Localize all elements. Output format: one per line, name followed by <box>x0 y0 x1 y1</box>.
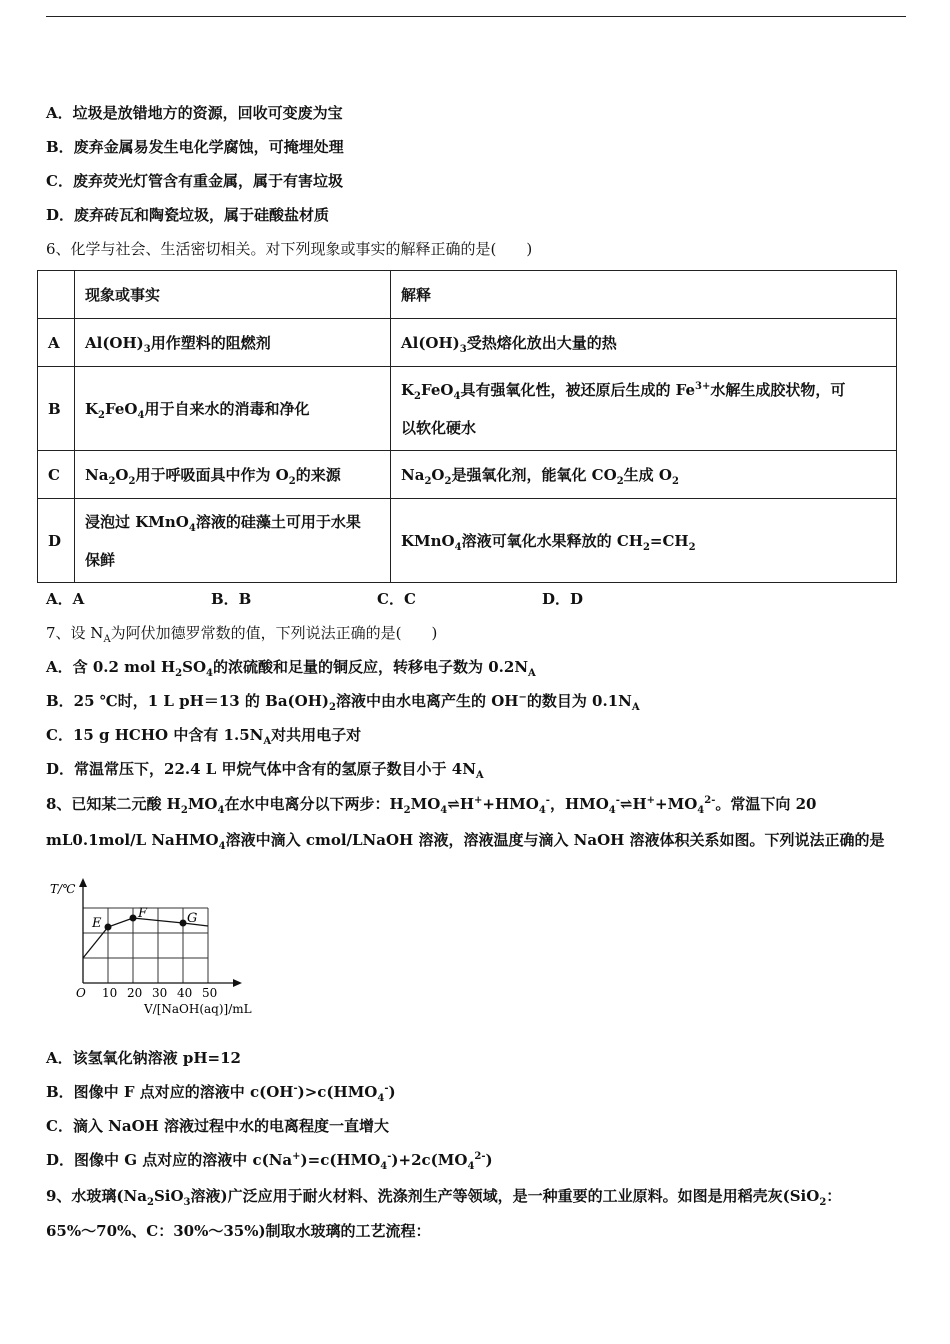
origin-label: O <box>76 986 86 1000</box>
table-row <box>38 367 897 451</box>
x-axis-label: V/[NaOH(aq)]/mL <box>144 1002 252 1016</box>
q5-option-b: B．废弃金属易发生电化学腐蚀，可掩埋处理 <box>46 138 344 156</box>
q9-stem-line2: 65%～70%、C：30%～35%)制取水玻璃的工艺流程： <box>46 1222 431 1240</box>
q6-stem: 6、化学与社会、生活密切相关。对下列现象或事实的解释正确的是( ) <box>46 240 533 258</box>
x-tick-label: 10 <box>102 986 118 1000</box>
row-fact: 浸泡过 KMnO$_4$溶液的硅藻土可用于水果 保鲜 <box>75 499 391 583</box>
q8-stem-line1: 8、已知某二元酸 $H_2MO_4$在水中电离分以下两步：$H_2MO_4\rightleftharpoons H^++HMO_4^-$，$HMO_4^-\rightleftharpoons H^++MO_4^{2-}$。常温下向 20 <box>46 795 817 816</box>
q7-option-a: A．含 0.2 mol $H_2SO_4$的浓硫酸和足量的铜反应，转移电子数为 $0.2N_A$ <box>46 658 536 679</box>
x-tick-label: 40 <box>177 986 193 1000</box>
x-axis-arrow-icon <box>233 979 242 987</box>
table-header-fact: 现象或事实 <box>75 271 391 319</box>
q5-option-d: D．废弃砖瓦和陶瓷垃圾，属于硅酸盐材质 <box>46 206 330 224</box>
q6-option-c: C．C <box>377 590 416 608</box>
q6-option-a: A．A <box>46 590 85 608</box>
row-explanation: $Na_2O_2$是强氧化剂，能氧化 $CO_2$生成 $O_2$ <box>391 451 897 499</box>
x-tick-label: 50 <box>202 986 218 1000</box>
q6-table <box>37 270 897 583</box>
table-row <box>38 319 897 367</box>
row-label: D <box>38 499 75 583</box>
q8-option-b: B．图像中 F 点对应的溶液中 $c(OH^-)>c(HMO_4^-)$ <box>46 1083 396 1104</box>
table-header-explanation: 解释 <box>391 271 897 319</box>
row-fact: $Na_2O_2$用于呼吸面具中作为 $O_2$的来源 <box>75 451 391 499</box>
q8-option-c: C．滴入 NaOH 溶液过程中水的电离程度一直增大 <box>46 1117 390 1135</box>
row-fact: $Al(OH)_3$用作塑料的阻燃剂 <box>75 319 391 367</box>
top-rule <box>46 16 906 17</box>
y-axis-arrow-icon <box>79 878 87 887</box>
y-axis-label: T/℃ <box>50 882 76 896</box>
q5-option-a: A．垃圾是放错地方的资源，回收可变废为宝 <box>46 104 343 122</box>
q8-option-a: A．该氢氧化钠溶液 pH=12 <box>46 1049 241 1067</box>
table-row <box>38 499 897 583</box>
point-f-label: F <box>138 906 148 921</box>
table-header-row <box>38 271 897 319</box>
row-explanation: KMnO$_4$溶液可氧化水果释放的 $CH_2=CH_2$ <box>391 499 897 583</box>
row-label: B <box>38 367 75 451</box>
q8-stem-line2: mL0.1mol/L NaHMO$_4$溶液中滴入 cmol/LNaOH 溶液，溶液温度与滴入 NaOH 溶液体积关系如图。下列说法正确的是 <box>46 831 885 852</box>
q9-stem-line1: 9、水玻璃($Na_2SiO_3$溶液)广泛应用于耐火材料、洗涤剂生产等领域，是一种重要的工业原料。如图是用稻壳灰(SiO$_2$： <box>46 1187 842 1208</box>
row-label: C <box>38 451 75 499</box>
q7-option-c: C．15 g HCHO 中含有 $1.5N_A$对共用电子对 <box>46 726 362 747</box>
q5-option-c: C．废弃荧光灯管含有重金属，属于有害垃圾 <box>46 172 343 190</box>
q7-option-d: D．常温常压下，22.4 L 甲烷气体中含有的氢原子数目小于 $4N_A$ <box>46 760 484 781</box>
point-e-label: E <box>92 916 102 931</box>
row-label: A <box>38 319 75 367</box>
q7-option-b: B．25 ℃时，1 L pH＝13 的 $Ba(OH)_2$溶液中由水电离产生的 OH−的数目为 $0.1N_A$ <box>46 692 640 713</box>
table-corner-cell <box>38 271 75 319</box>
q8-option-d: D．图像中 G 点对应的溶液中 $c(Na^+)=c(HMO_4^-)+2c(MO_4^{2-})$ <box>46 1151 493 1172</box>
point-e-marker <box>105 924 112 931</box>
point-g-label: G <box>187 911 198 926</box>
row-explanation: $Al(OH)_3$受热熔化放出大量的热 <box>391 319 897 367</box>
point-f-marker <box>130 915 137 922</box>
x-tick-label: 20 <box>127 986 143 1000</box>
q6-option-b: B．B <box>211 590 252 608</box>
q6-option-d: D．D <box>542 590 584 608</box>
point-g-marker <box>180 920 187 927</box>
row-explanation: $K_2FeO_4$具有强氧化性，被还原后生成的 $Fe^{3+}$水解生成胶状物，可 以软化硬水 <box>391 367 897 451</box>
temperature-volume-graph <box>46 875 276 1025</box>
q7-stem: 7、设 $N_A$为阿伏加德罗常数的值，下列说法正确的是( ) <box>46 624 438 645</box>
x-tick-label: 30 <box>152 986 168 1000</box>
row-fact: $K_2FeO_4$用于自来水的消毒和净化 <box>75 367 391 451</box>
table-row <box>38 451 897 499</box>
